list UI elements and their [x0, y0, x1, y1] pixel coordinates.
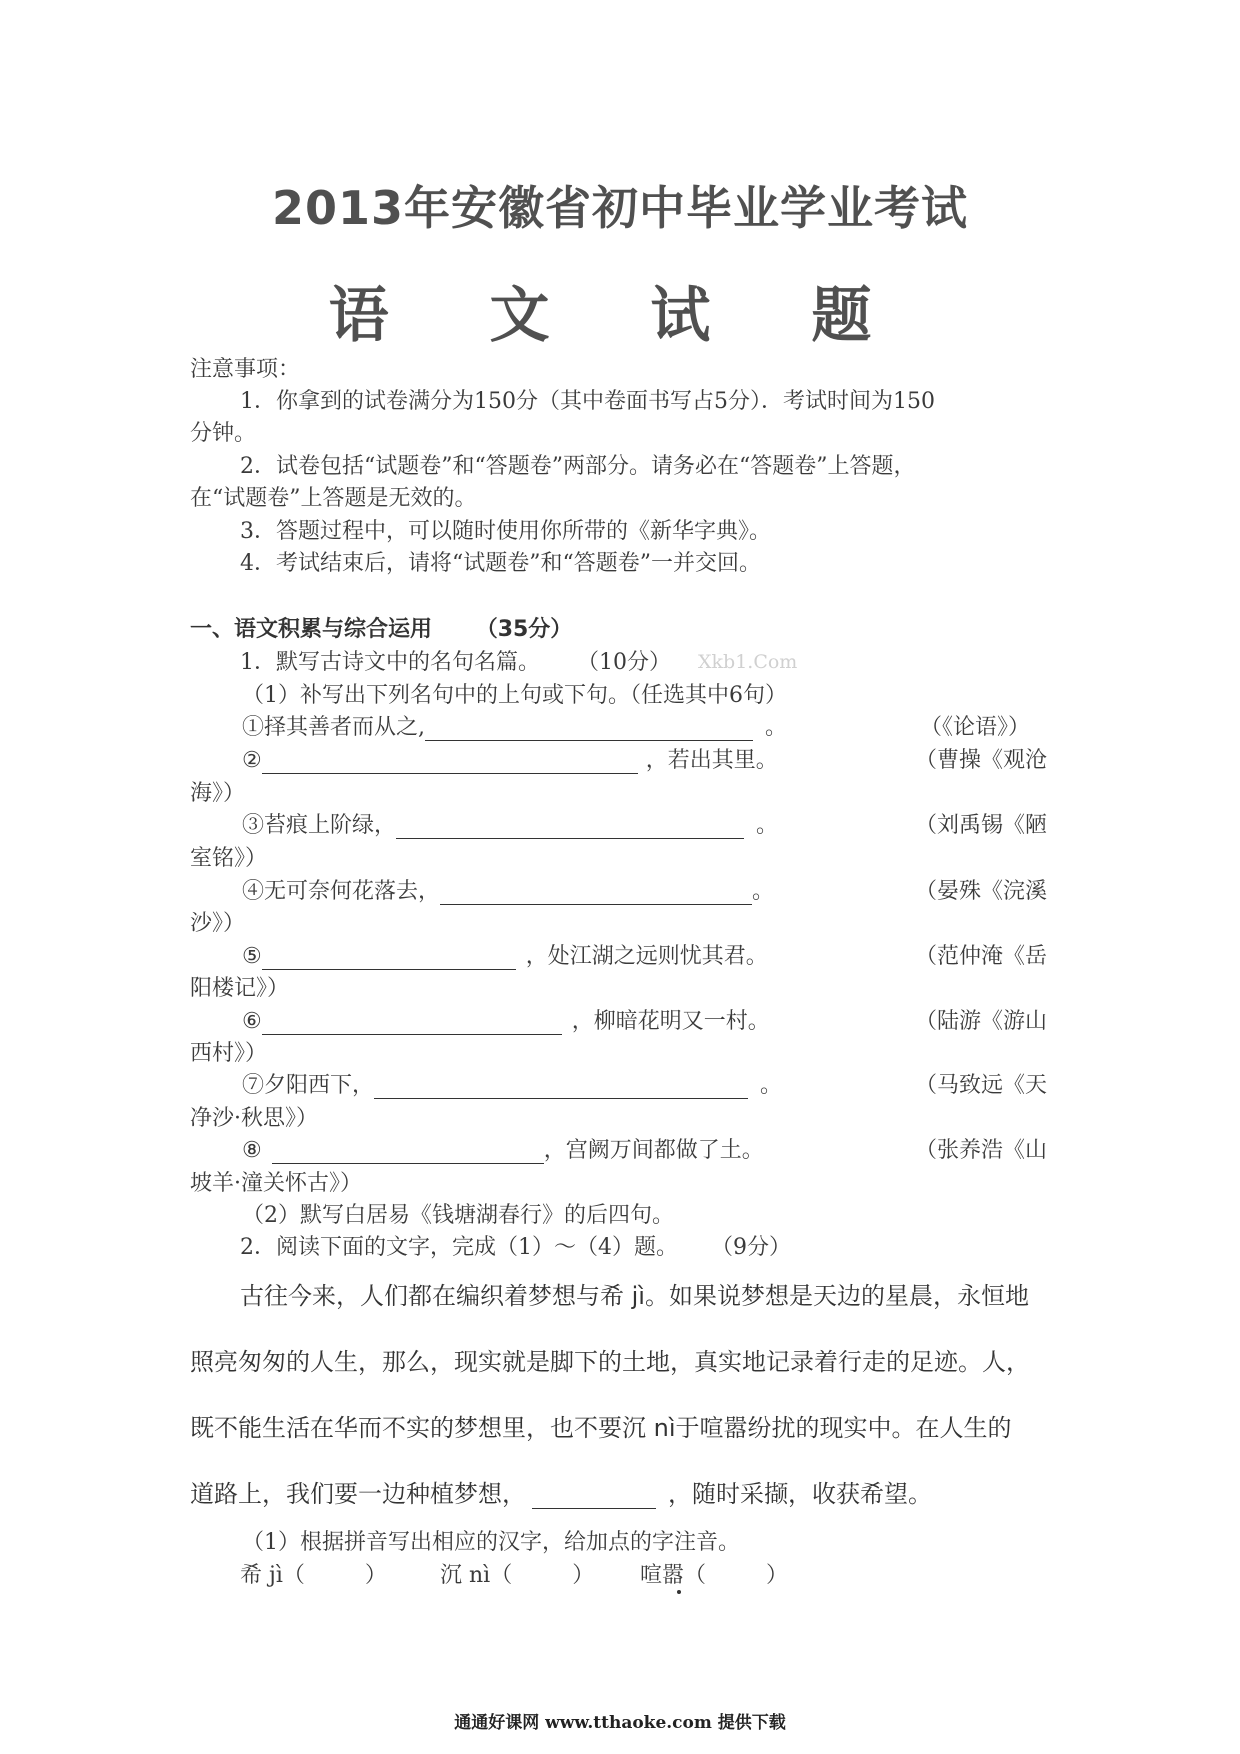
q2-answer-2-close: ） [572, 1563, 595, 1588]
section1-score: （35分） [475, 617, 573, 642]
q1-sub2: （2）默写白居易《钱塘湖春行》的后四句。 [242, 1203, 674, 1228]
q2-answer-2-label: 沉 nì（ [440, 1563, 513, 1588]
q2-sub1: （1）根据拼音写出相应的汉字，给加点的字注音。 [242, 1530, 740, 1555]
q2-answer-3 [640, 1558, 788, 1589]
q1-item-6-source-cont: 西村》） [190, 1041, 268, 1066]
q1-item-5-pre: ⑤ [242, 944, 262, 969]
q1-item-7-blank[interactable] [374, 1076, 748, 1099]
q1-item-2 [242, 743, 778, 774]
q1-item-2-source: （曹操《观沧 [915, 748, 1048, 773]
notice-heading: 注意事项： [190, 357, 301, 382]
passage-line-1: 古往今来，人们都在编织着梦想与希 jì。如果说梦想是天边的星晨，永恒地 [240, 1282, 1029, 1310]
q2-score: （9分） [711, 1235, 791, 1260]
notice-item-1-cont: 分钟。 [190, 421, 257, 446]
q1-item-3-post: 。 [756, 813, 779, 838]
q1-item-1-pre: ①择其善者而从之, [242, 715, 425, 740]
q1-item-2-pre: ② [242, 748, 262, 773]
passage-line-2: 照亮匆匆的人生，那么，现实就是脚下的土地，真实地记录着行走的足迹。人， [190, 1348, 1030, 1376]
q1-item-4-source: （晏殊《浣溪 [915, 879, 1048, 904]
q1-item-2-post: ，若出其里。 [645, 748, 778, 773]
subject-title-text: 语 文 试 题 [328, 281, 912, 351]
q1-item-4-blank[interactable] [440, 882, 752, 905]
passage-line-4 [190, 1474, 932, 1509]
notice-item-1: 1．你拿到的试卷满分为150分（其中卷面书写占5分）．考试时间为150 [240, 389, 935, 414]
section1-heading-text: 一、语文积累与综合运用 [190, 617, 433, 642]
q1-item-3-blank[interactable] [396, 816, 744, 839]
passage-blank[interactable] [532, 1482, 656, 1509]
q1-item-2-source-cont: 海》） [190, 781, 246, 806]
q1-item-8-pre: ⑧ [242, 1138, 262, 1163]
passage-line-4-pre: 道路上，我们要一边种植梦想， [190, 1480, 526, 1508]
notice-item-2: 2．试卷包括“试题卷”和“答题卷”两部分。请务必在“答题卷”上答题， [240, 454, 916, 479]
q1-item-8-post: ，宫阙万间都做了土。 [543, 1138, 764, 1163]
q1-item-6-pre: ⑥ [242, 1009, 262, 1034]
q1-item-3-source: （刘禹锡《陋 [915, 813, 1048, 838]
q1-item-5-source-cont: 阳楼记》） [190, 976, 290, 1001]
q2-answer-3-label: 喧嚣（ [640, 1563, 707, 1588]
q1-item-4 [242, 874, 774, 905]
watermark-text: Xkb1.Com [698, 651, 798, 673]
q1-item-8-source-cont: 坡羊·潼关怀古》） [190, 1171, 362, 1196]
q1-item-6-blank[interactable] [262, 1012, 562, 1035]
passage-line-3: 既不能生活在华而不实的梦想里，也不要沉 nì于喧嚣纷扰的现实中。在人生的 [190, 1414, 1012, 1442]
emphasis-dot [677, 1590, 681, 1594]
q1-item-3-source-cont: 室铭》） [190, 846, 268, 871]
q1-item-7-post: 。 [760, 1073, 783, 1098]
q1-item-1-post: 。 [765, 715, 788, 740]
q2-text [240, 1230, 791, 1261]
footer-text: 通通好课网 www.tthaoke.com 提供下载 [454, 1713, 786, 1733]
q2-answer-1 [240, 1558, 387, 1589]
q1-item-7-source-cont: 净沙·秋思》） [190, 1106, 318, 1131]
q1-item-6-source: （陆游《游山 [915, 1009, 1048, 1034]
q1-item-1 [242, 710, 787, 741]
q1-item-7-pre: ⑦夕阳西下， [242, 1073, 375, 1098]
q1-prompt: 1．默写古诗文中的名句名篇。 [240, 650, 540, 675]
section1-heading [190, 612, 572, 643]
q1-item-3-pre: ③苔痕上阶绿， [242, 813, 397, 838]
subject-title [0, 268, 1240, 354]
q1-item-8-blank[interactable] [272, 1141, 544, 1164]
notice-item-2-cont: 在“试题卷”上答题是无效的。 [190, 486, 477, 511]
q1-item-5-source: （范仲淹《岳 [915, 944, 1048, 969]
q1-item-7 [242, 1068, 782, 1099]
notice-item-4: 4．考试结束后，请将“试题卷”和“答题卷”一并交回。 [240, 551, 761, 576]
q1-item-8 [242, 1133, 764, 1164]
q1-item-5-blank[interactable] [262, 947, 516, 970]
q1-score: （10分） [577, 650, 671, 675]
q1-item-5 [242, 939, 768, 970]
q1-item-5-post: ，处江湖之远则忧其君。 [525, 944, 768, 969]
notice-item-3: 3．答题过程中，可以随时使用你所带的《新华字典》。 [240, 519, 771, 544]
q1-item-7-source: （马致远《天 [915, 1073, 1048, 1098]
passage-line-4-post: ，随时采撷，收获希望。 [668, 1480, 932, 1508]
q1-item-1-blank[interactable] [425, 718, 753, 741]
q2-answer-1-close: ） [364, 1563, 387, 1588]
q1-item-4-pre: ④无可奈何花落去， [242, 879, 441, 904]
q2-answer-3-close: ） [766, 1563, 789, 1588]
q1-text [240, 645, 671, 676]
q1-item-6-post: ，柳暗花明又一村。 [571, 1009, 770, 1034]
q2-prompt: 2．阅读下面的文字，完成（1）～（4）题。 [240, 1235, 678, 1260]
q1-item-2-blank[interactable] [262, 751, 638, 774]
q1-item-1-source: （《论语》） [920, 715, 1031, 740]
q1-item-3 [242, 808, 778, 839]
q1-item-6 [242, 1004, 770, 1035]
q2-answer-2 [440, 1558, 594, 1589]
exam-title: 2013年安徽省初中毕业学业考试 [271, 181, 969, 235]
q1-sub1: （1）补写出下列名句中的上句或下句。（任选其中6句） [242, 683, 787, 708]
q2-answer-1-label: 希 jì（ [240, 1563, 305, 1588]
q1-item-4-source-cont: 沙》） [190, 911, 246, 936]
q1-item-8-source: （张养浩《山 [915, 1138, 1048, 1163]
q1-item-4-post: 。 [752, 879, 775, 904]
